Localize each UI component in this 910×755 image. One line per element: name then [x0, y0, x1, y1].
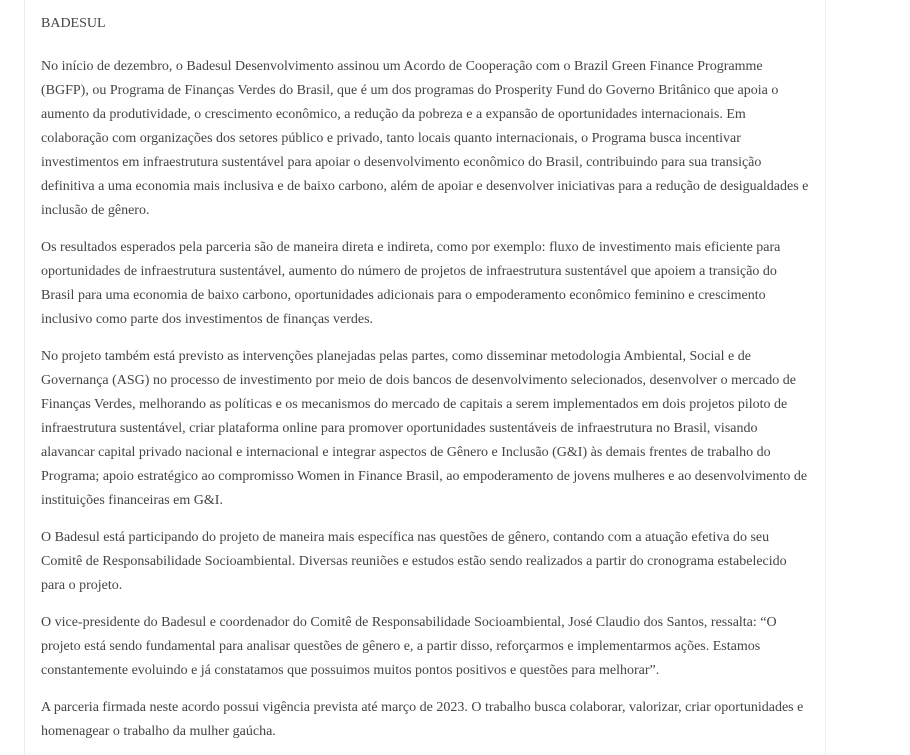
- spacer: [41, 598, 813, 611]
- paragraph-4: O Badesul está participando do projeto de maneira mais específica nas questões de gênero, contando com a atuação efetiva do seu Comitê de Responsabilidade Socioambiental. Diversas reuniões e estudos estão sendo realizados a partir do cronograma estabelecido para o projeto.: [41, 530, 787, 593]
- paragraph-6: A parceria firmada neste acordo possui vigência prevista até março de 2023. O trabalho busca colaborar, valorizar, criar oportunidades e homenagear o trabalho da mulher gaúcha.: [41, 700, 804, 739]
- spacer: [41, 223, 813, 236]
- article-container: [24, 0, 826, 755]
- spacer: [41, 683, 813, 696]
- article-content: [41, 16, 813, 744]
- spacer: [41, 332, 813, 345]
- spacer: [41, 32, 813, 55]
- paragraph-5: O vice-presidente do Badesul e coordenador do Comitê de Responsabilidade Socioambiental, José Claudio dos Santos, ressalta: “O projeto está sendo fundamental para analisar questões de gênero e, a partir disso, reforçarmos e implementarmos ações. Estamos constantemente evoluindo e já constatamos que possuimos muitos pontos positivos e questões para melhorar”.: [41, 615, 777, 678]
- paragraph-1: No início de dezembro, o Badesul Desenvolvimento assinou um Acordo de Cooperação com o Brazil Green Finance Programme (BGFP), ou Programa de Finanças Verdes do Brasil, que é um dos programas do Prosperity Fund do Governo Britânico que apoia o aumento da produtividade, o crescimento econômico, a redução da pobreza e a expansão de oportunidades internacionais. Em colaboração com organizações dos setores público e privado, tanto locais quanto internacionais, o Programa busca incentivar investimentos em infraestrutura sustentável para apoiar o desenvolvimento econômico do Brasil, contribuindo para sua transição definitiva a uma economia mais inclusiva e de baixo carbono, além de apoiar e desenvolver iniciativas para a redução de desigualdades e inclusão de gênero.: [41, 59, 809, 218]
- spacer: [41, 513, 813, 526]
- paragraph-2: Os resultados esperados pela parceria são de maneira direta e indireta, como por exemplo: fluxo de investimento mais eficiente para oportunidades de infraestrutura sustentável, aumento do número de projetos de infraestrutura sustentável que apoiem a transição do Brasil para uma economia de baixo carbono, oportunidades adicionais para o empoderamento econômico feminino e crescimento inclusivo como parte dos investimentos de finanças verdes.: [41, 240, 781, 327]
- article-heading: BADESUL: [41, 16, 106, 31]
- paragraph-3: No projeto também está previsto as intervenções planejadas pelas partes, como disseminar metodologia Ambiental, Social e de Governança (ASG) no processo de investimento por meio de dois bancos de desenvolvimento selecionados, desenvolver o mercado de Finanças Verdes, melhorando as políticas e os mecanismos do mercado de capitais a serem implementados em dois projetos piloto de infraestrutura sustentável, criar plataforma online para promover oportunidades sustentáveis de infraestrutura no Brasil, visando alavancar capital privado nacional e internacional e integrar aspectos de Gênero e Inclusão (G&I) às demais frentes de trabalho do Programa; apoio estratégico ao compromisso Women in Finance Brasil, ao empoderamento de jovens mulheres e ao desenvolvimento de instituições financeiras em G&I.: [41, 349, 808, 508]
